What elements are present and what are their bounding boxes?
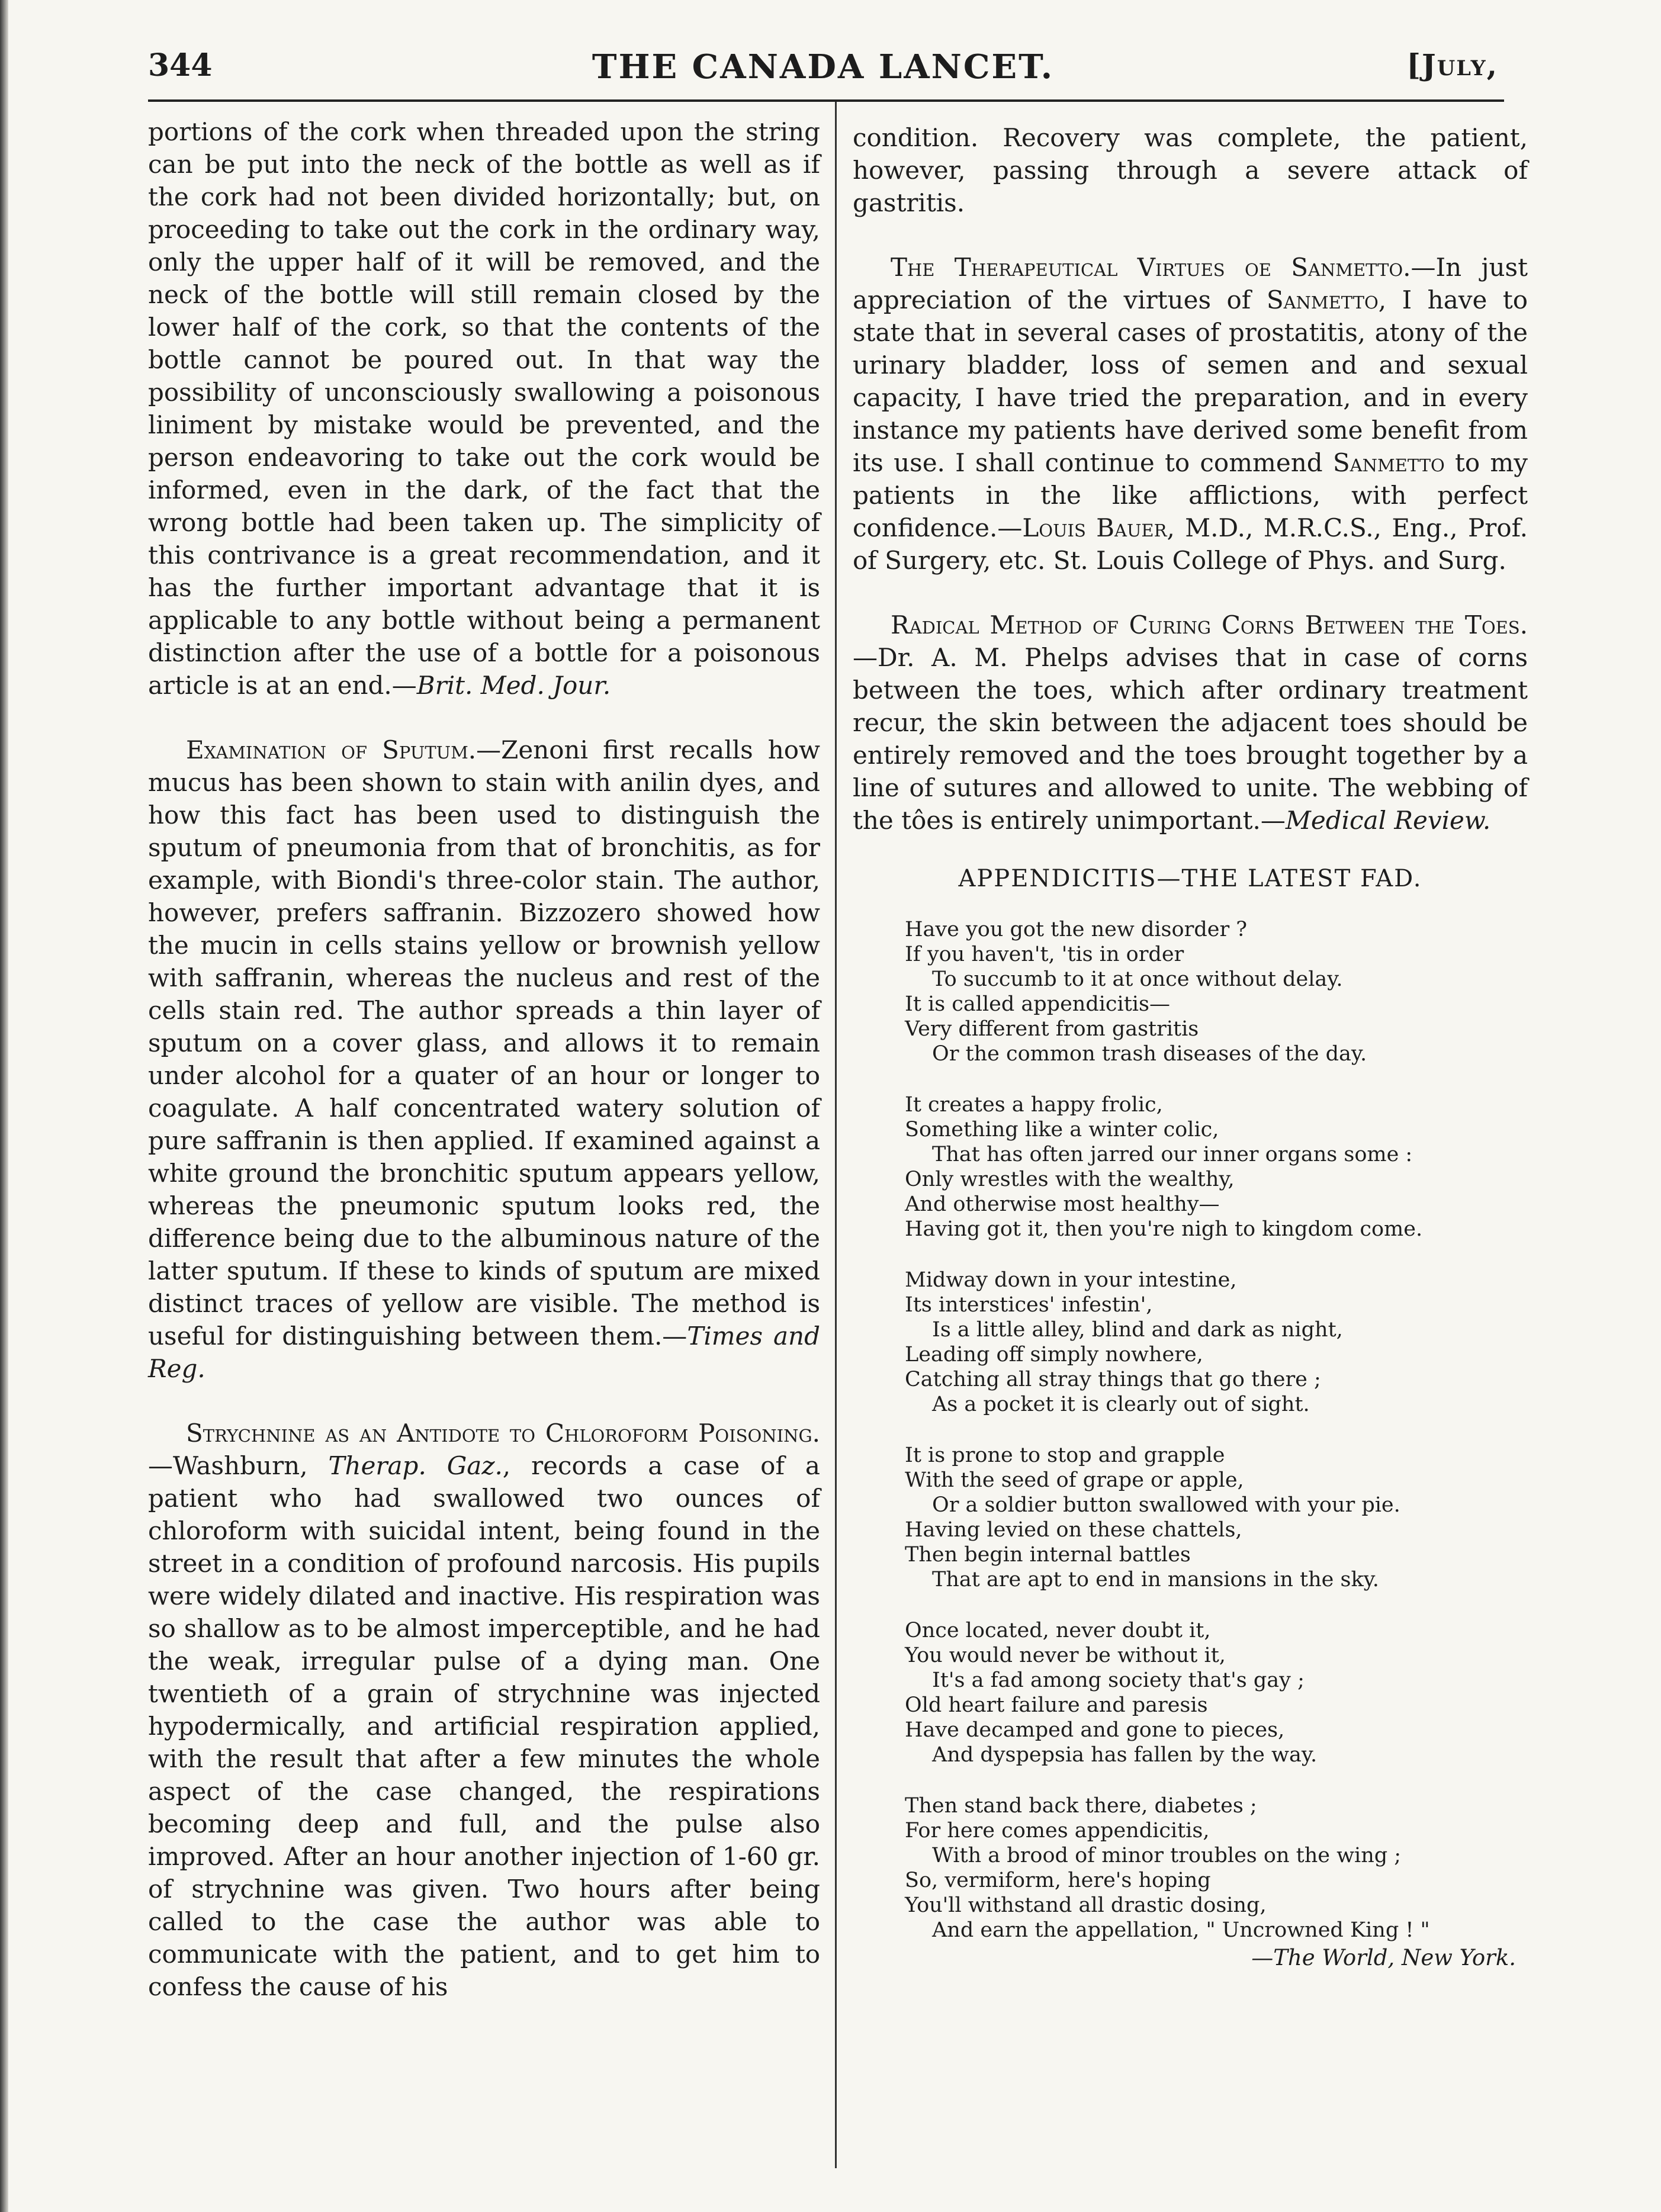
poem-line: Once located, never doubt it, (905, 1619, 1211, 1642)
poem-stanza (905, 1092, 1528, 1242)
article-body: , I have to state that in several cases of prostatitis, atony of the urinary bladder, loss of semen and and sexual capacity, I have tried the preparation, and in every instance my patients have derived some benefit from its use. I shall continue to commend (853, 285, 1528, 477)
article-body: to my patients in the like afflictions, with perfect confidence.— (853, 448, 1528, 542)
article-body: —Dr. A. M. Phelps advises that in case of corns between the toes, which after ordinary treatment recur, the skin between the adjacent toes should be entirely removed and the toes brought together by a line of sutures and allowed to unite. The webbing of the tôes is entirely unimportant.— (853, 643, 1528, 835)
product-name: Sanmetto (1266, 285, 1379, 314)
poem (905, 917, 1528, 1970)
poem-line: Is a little alley, blind and dark as night, (932, 1318, 1343, 1342)
article-strychnine-continued: condition. Recovery was complete, the patient, however, passing through a severe attack of gastritis. (853, 123, 1528, 217)
article-sanmetto (853, 251, 1528, 577)
journal-title: THE CANADA LANCET. (592, 47, 1055, 86)
poem-line: You'll withstand all drastic dosing, (905, 1893, 1267, 1917)
poem-stanza (905, 1268, 1528, 1417)
poem-line: Midway down in your intestine, (905, 1268, 1237, 1292)
issue-month: [July, (1406, 47, 1498, 82)
page-number: 344 (148, 47, 213, 83)
article-heading: Strychnine as an Antidote to Chloroform Poisoning. (186, 1419, 820, 1448)
poem-line: Catching all stray things that go there ; (905, 1368, 1321, 1391)
poem-line: Having got it, then you're nigh to kingdom come. (905, 1217, 1423, 1241)
poem-line: With a brood of minor troubles on the wing ; (932, 1844, 1402, 1867)
article-cork-continued (148, 115, 820, 702)
poem-source: —The World, New York. (1251, 1945, 1516, 1970)
page-header (148, 47, 1498, 95)
article-body: —In just appreciation of the virtues of (853, 253, 1528, 314)
article-body: , records a case of a patient who had swallowed two ounces of chloroform with suicidal intent, being found in the street in a condition of profound narcosis. His pupils were widely dilated and inactive. His respiration was so shallow as to be almost imperceptible, and he had the weak, irregular pulse of a dying man. One twentieth of a grain of strychnine was injected hypodermically, and artificial respiration applied, with the result that after a few minutes the whole aspect of the case changed, the respirations becoming deep and full, and the pulse also improved. After an hour another injection of 1-60 gr. of strychnine was given. Two hours after being called to the case the author was able to communicate with the patient, and to get him to confess the cause of his (148, 1451, 820, 2001)
poem-line: Have decamped and gone to pieces, (905, 1718, 1285, 1742)
left-column (148, 115, 820, 2003)
poem-stanza (905, 1443, 1528, 1592)
poem-line: Having levied on these chattels, (905, 1518, 1242, 1542)
poem-line: That has often jarred our inner organs some : (932, 1143, 1413, 1166)
poem-line: Leading off simply nowhere, (905, 1343, 1203, 1367)
poem-line: Or the common trash diseases of the day. (932, 1042, 1367, 1066)
article-sputum (148, 734, 820, 1385)
poem-line: It is called appendicitis— (905, 992, 1170, 1016)
poem-stanza (905, 917, 1528, 1066)
product-name: Sanmetto (1332, 448, 1445, 477)
poem-line: You would never be without it, (905, 1644, 1226, 1667)
article-heading: Examination of Sputum. (186, 735, 477, 764)
poem-stanza (905, 1793, 1528, 1943)
header-rule (148, 99, 1504, 102)
poem-stanza (905, 1618, 1528, 1767)
scan-edge (0, 0, 8, 2212)
poem-line: And otherwise most healthy— (905, 1192, 1220, 1216)
poem-line: To succumb to it at once without delay. (932, 967, 1343, 991)
poem-title: APPENDICITIS—THE LATEST FAD. (958, 865, 1422, 892)
article-heading: The Therapeutical Virtues oe Sanmetto. (891, 253, 1411, 282)
poem-line: It creates a happy frolic, (905, 1093, 1163, 1117)
article-body: , M.D., M.R.C.S., Eng., Prof. of Surgery, etc. St. Louis College of Phys. and Surg. (853, 513, 1528, 575)
poem-line: If you haven't, 'tis in order (905, 943, 1184, 966)
article-heading: Radical Method of Curing Corns Between the Toes. (891, 610, 1528, 639)
article-body: —Washburn, (148, 1451, 329, 1480)
poem-line: Very different from gastritis (905, 1017, 1199, 1041)
poem-line: It's a fad among society that's gay ; (932, 1668, 1305, 1692)
poem-line: Old heart failure and paresis (905, 1693, 1208, 1717)
poem-line: That are apt to end in mansions in the sky. (932, 1568, 1379, 1592)
article-strychnine (148, 1417, 820, 2003)
article-body: portions of the cork when threaded upon the string can be put into the neck of the bottle as well as if the cork had not been divided horizontally; but, on proceeding to take out the cork in the ordinary way, only the upper half of it will be removed, and the neck of the bottle will still remain closed by the lower half of the cork, so that the contents of the bottle cannot be poured out. In that way the possibility of unconsciously swallowing a poisonous liniment by mistake would be prevented, and the person endeavoring to take out the cork would be informed, even in the dark, of the fact that the wrong bottle had been taken up. The simplicity of this contrivance is a great recommendation, and it has the further important advantage that it is applicable to any bottle without being a permanent distinction after the use of a bottle for a poisonous article is at an end.— (148, 117, 820, 700)
article-source: Medical Review. (1285, 806, 1491, 835)
right-column (853, 121, 1528, 1970)
poem-line: Have you got the new disorder ? (905, 918, 1248, 941)
poem-line: Then begin internal battles (905, 1543, 1191, 1567)
poem-line: Only wrestles with the wealthy, (905, 1168, 1235, 1191)
poem-line: With the seed of grape or apple, (905, 1468, 1244, 1492)
article-source: Brit. Med. Jour. (416, 671, 611, 700)
poem-line: For here comes appendicitis, (905, 1819, 1210, 1843)
poem-line: Or a soldier button swallowed with your pie. (932, 1493, 1400, 1517)
journal-citation: Therap. Gaz. (328, 1451, 503, 1480)
poem-line: So, vermiform, here's hoping (905, 1869, 1211, 1892)
poem-line: And dyspepsia has fallen by the way. (932, 1743, 1318, 1767)
article-corns (853, 609, 1528, 837)
column-divider (835, 102, 837, 2168)
article-body: —Zenoni first recalls how mucus has been shown to stain with anilin dyes, and how this fact has been used to distinguish the sputum of pneumonia from that of bronchitis, as for example, with Biondi's three-color stain. The author, however, prefers saffranin. Bizzozero showed how the mucin in cells stains yellow or brownish yellow with saffranin, whereas the nucleus and rest of the cells stain red. The author spreads a thin layer of sputum on a cover glass, and allows it to remain under alcohol for a quater of an hour or longer to coagulate. A half concentrated watery solution of pure saffranin is then applied. If examined against a white ground the bronchitic sputum appears yellow, whereas the pneumonic sputum looks red, the difference being due to the albuminous nature of the latter sputum. If these to kinds of sputum are mixed distinct traces of yellow are visible. The method is useful for distinguishing between them.— (148, 735, 820, 1351)
poem-line: Its interstices' infestin', (905, 1293, 1153, 1317)
article-author: Louis Bauer (1022, 513, 1167, 542)
article-source: Times and Reg. (148, 1322, 820, 1383)
poem-line: It is prone to stop and grapple (905, 1443, 1225, 1467)
poem-line: And earn the appellation, " Uncrowned King ! " (932, 1918, 1430, 1942)
poem-line: Then stand back there, diabetes ; (905, 1794, 1257, 1818)
poem-line: As a pocket it is clearly out of sight. (932, 1393, 1310, 1416)
poem-line: Something like a winter colic, (905, 1118, 1219, 1142)
